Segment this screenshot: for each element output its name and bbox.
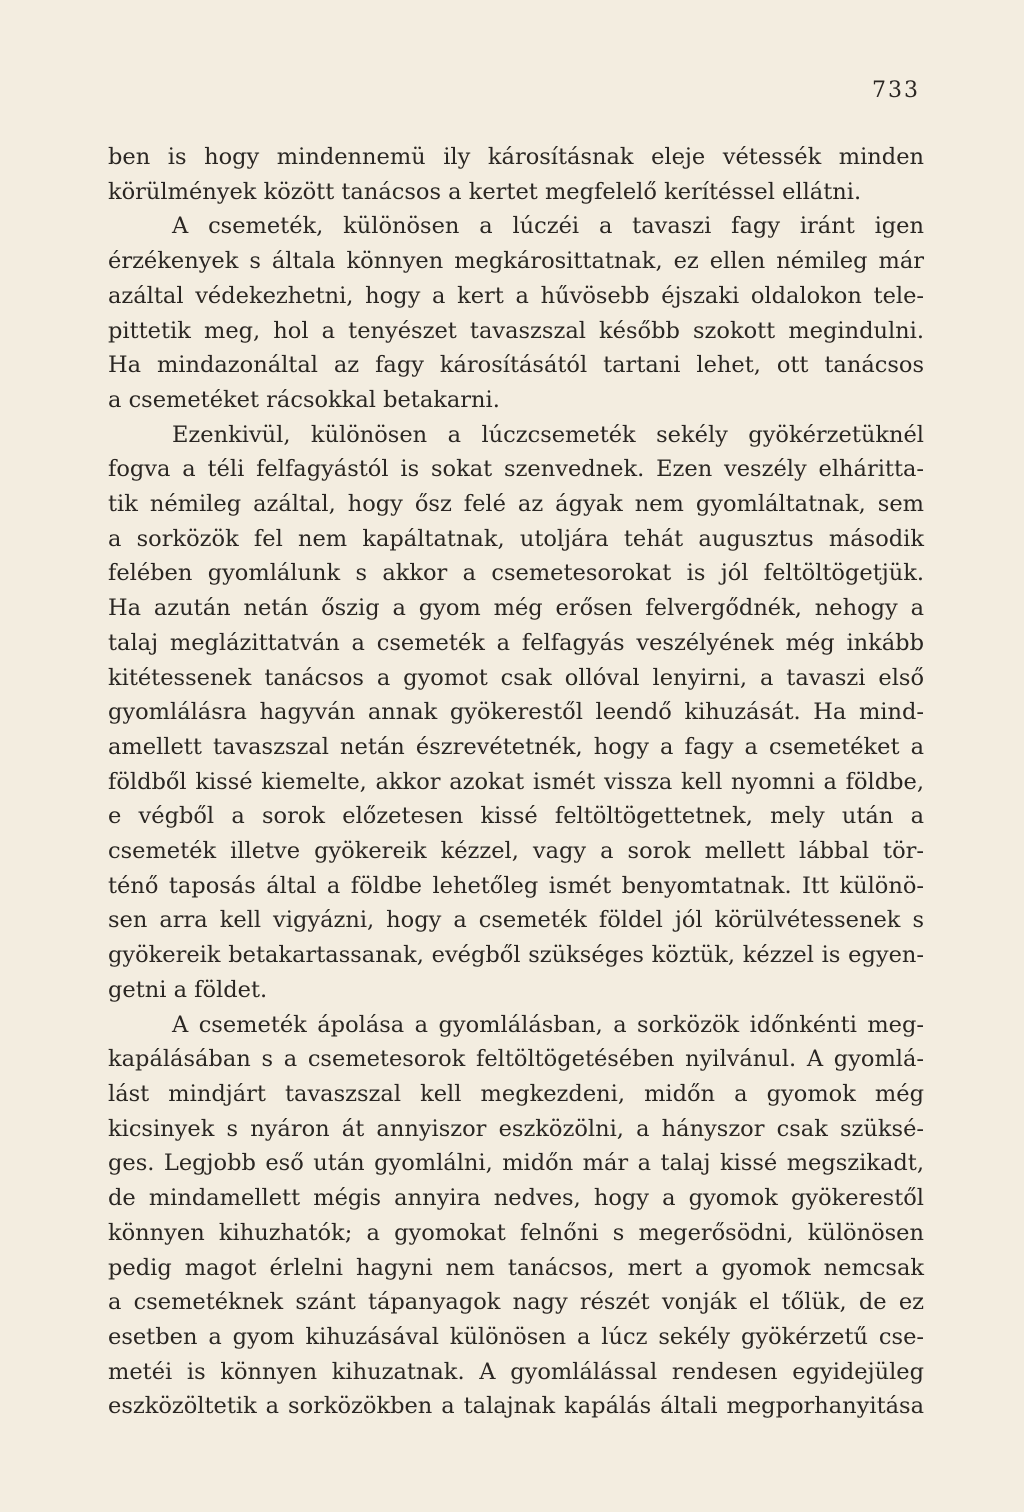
text-line: kitétessenek tanácsos a gyomot csak ollóval lenyirni, a tavaszi első xyxy=(108,664,924,691)
paragraph-3 xyxy=(108,418,924,1008)
text-line: könnyen kihuzhatók; a gyomokat felnőni s megerősödni, különösen xyxy=(108,1219,924,1246)
text-line: érzékenyek s általa könnyen megkárosittatnak, ez ellen némileg már xyxy=(108,248,924,275)
text-line: pedig magot érlelni hagyni nem tanácsos, mert a gyomok nemcsak xyxy=(108,1254,924,1281)
text-line: Ha mindazonáltal az fagy károsításától tartani lehet, ott tanácsos xyxy=(108,352,924,379)
text-line: Ha azután netán őszig a gyom még erősen felvergődnék, nehogy a xyxy=(108,595,924,622)
text-line: talaj meglázittatván a csemeték a felfagyás veszélyének még inkább xyxy=(108,629,924,656)
text-line: lást mindjárt tavaszszal kell megkezdeni, midőn a gyomok még xyxy=(108,1080,924,1107)
text-line: ges. Legjobb eső után gyomlálni, midőn már a talaj kissé megszikadt, xyxy=(108,1150,924,1177)
text-line: tik némileg azáltal, hogy ősz felé az ágyak nem gyomláltatnak, sem xyxy=(108,491,924,518)
text-line: A csemeték, különösen a lúczéi a tavaszi fagy iránt igen xyxy=(172,213,924,240)
text-line: esetben a gyom kihuzásával különösen a lúcz sekély gyökérzetű cse- xyxy=(108,1323,924,1350)
text-line: csemeték illetve gyökereik kézzel, vagy a sorok mellett lábbal tör- xyxy=(108,838,924,865)
text-line: e végből a sorok előzetesen kissé feltöltögettetnek, mely után a xyxy=(108,803,924,830)
paragraph-2 xyxy=(108,209,924,417)
text-line: A csemeték ápolása a gyomlálásban, a sorközök időnkénti meg- xyxy=(172,1011,924,1038)
text-line: eszközöltetik a sorközökben a talajnak kapálás általi megporhanyitása xyxy=(108,1393,924,1420)
paragraph-4 xyxy=(108,1008,924,1424)
text-line: a csemetéket rácsokkal betakarni. xyxy=(108,386,500,413)
text-line: felében gyomlálunk s akkor a csemetesorokat is jól feltöltögetjük. xyxy=(108,560,924,587)
paragraph-1 xyxy=(108,140,924,209)
text-line: körülmények között tanácsos a kertet megfelelő kerítéssel ellátni. xyxy=(108,178,862,205)
text-line: azáltal védekezhetni, hogy a kert a hűvösebb éjszaki oldalokon tele- xyxy=(108,282,924,309)
text-line: gyomlálásra hagyván annak gyökerestől leendő kihuzását. Ha mind- xyxy=(108,699,924,726)
text-line: a sorközök fel nem kapáltatnak, utoljára tehát augusztus második xyxy=(108,525,924,552)
text-line: pittetik meg, hol a tenyészet tavaszszal később szokott megindulni. xyxy=(108,317,924,344)
text-line: de mindamellett mégis annyira nedves, hogy a gyomok gyökerestől xyxy=(108,1185,924,1212)
text-line: kapálásában s a csemetesorok feltöltögetésében nyilvánul. A gyomlá- xyxy=(108,1046,924,1073)
text-line: a csemetéknek szánt tápanyagok nagy részét vonják el tőlük, de ez xyxy=(108,1289,924,1316)
text-line: metéi is könnyen kihuzatnak. A gyomlálással rendesen egyidejüleg xyxy=(108,1358,924,1385)
text-line: sen arra kell vigyázni, hogy a csemeték földel jól körülvétessenek s xyxy=(108,907,924,934)
text-line: földből kissé kiemelte, akkor azokat ismét vissza kell nyomni a földbe, xyxy=(108,768,924,795)
page-number: 733 xyxy=(872,78,920,103)
text-line: gyökereik betakartassanak, evégből szükséges köztük, kézzel is egyen- xyxy=(108,942,924,969)
text-line: ténő taposás által a földbe lehetőleg ismét benyomtatnak. Itt különö- xyxy=(108,872,924,899)
text-line: fogva a téli felfagyástól is sokat szenvednek. Ezen veszély elháritta- xyxy=(108,456,924,483)
text-line: amellett tavaszszal netán észrevétetnék, hogy a fagy a csemetéket a xyxy=(108,733,924,760)
text-line: getni a földet. xyxy=(108,976,268,1003)
text-line: ben is hogy mindennemü ily károsításnak eleje vétessék minden xyxy=(108,144,924,170)
body-text xyxy=(108,140,924,1424)
text-line: Ezenkivül, különösen a lúczcsemeték sekély gyökérzetüknél xyxy=(172,421,924,448)
text-line: kicsinyek s nyáron át annyiszor eszközölni, a hányszor csak szüksé- xyxy=(108,1115,924,1142)
